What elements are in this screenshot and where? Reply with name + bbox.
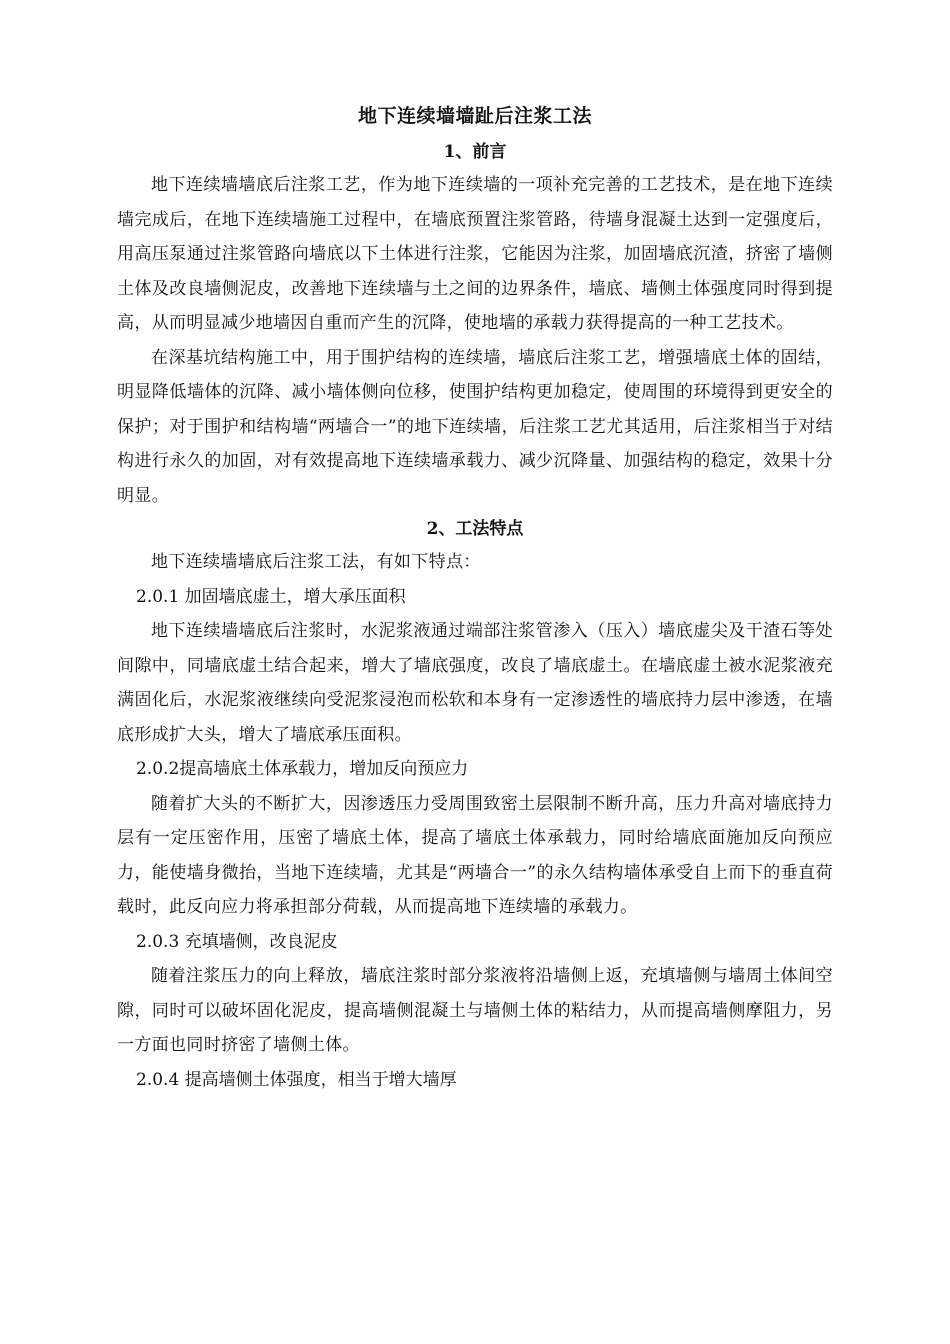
feature-heading-2-0-4: 2.0.4 提高墙侧土体强度，相当于增大墙厚 bbox=[136, 1069, 457, 1090]
feature-heading-2-0-1: 2.0.1 加固墙底虚土，增大承压面积 bbox=[136, 586, 406, 607]
preface-paragraph-1: 地下连续墙墙底后注浆工艺，作为地下连续墙的一项补充完善的工艺技术，是在地下连续墙完成后，在地下连续墙施工过程中，在墙底预置注浆管路，待墙身混凝土达到一定强度后，用高压泵通过注浆管路向墙底以下土体进行注浆，它能因为注浆，加固墙底沉渣，挤密了墙侧土体及改良墙侧泥皮，改善地下连续墙与土之间的边界条件，墙底、墙侧土体强度同时得到提高，从而明显减少地墙因自重而产生的沉降，使地墙的承载力获得提高的一种工艺技术。 bbox=[117, 175, 833, 333]
feature-heading-2-0-2: 2.0.2提高墙底土体承载力，增加反向预应力 bbox=[136, 759, 469, 779]
document-title: 地下连续墙墙趾后注浆工法 bbox=[357, 105, 592, 127]
document-body bbox=[117, 96, 833, 1097]
feature-text-2-0-1: 地下连续墙墙底后注浆时，水泥浆液通过端部注浆管渗入（压入）墙底虚尖及干渣石等处间隙中，同墙底虚土结合起来，增大了墙底强度，改良了墙底虚土。在墙底虚土被水泥浆液充满固化后，水泥浆液继续向受泥浆浸泡而松软和本身有一定渗透性的墙底持力层中渗透，在墙底形成扩大头，增大了墙底承压面积。 bbox=[117, 621, 833, 745]
section-heading-features: 2、工法特点 bbox=[426, 519, 524, 539]
feature-heading-2-0-3: 2.0.3 充填墙侧，改良泥皮 bbox=[136, 931, 338, 952]
feature-text-2-0-3: 随着注浆压力的向上释放，墙底注浆时部分浆液将沿墙侧上返，充填墙侧与墙周土体间空隙，同时可以破坏固化泥皮，提高墙侧混凝土与墙侧土体的粘结力，从而提高墙侧摩阻力，另一方面也同时挤密了墙侧土体。 bbox=[117, 966, 833, 1055]
section-heading-preface: 1、前言 bbox=[443, 142, 507, 162]
preface-paragraph-2: 在深基坑结构施工中，用于围护结构的连续墙，墙底后注浆工艺，增强墙底土体的固结，明显降低墙体的沉降、减小墙体侧向位移，使围护结构更加稳定，使周围的环境得到更安全的保护；对于围护和结构墙“两墙合一”的地下连续墙，后注浆工艺尤其适用，后注浆相当于对结构进行永久的加固，对有效提高地下连续墙承载力、减少沉降量、加强结构的稳定，效果十分明显。 bbox=[117, 347, 833, 506]
features-intro: 地下连续墙墙底后注浆工法，有如下特点： bbox=[151, 552, 481, 572]
feature-text-2-0-2: 随着扩大头的不断扩大，因渗透压力受周围致密土层限制不断升高，压力升高对墙底持力层有一定压密作用，压密了墙底土体，提高了墙底土体承载力，同时给墙底面施加反向预应力，能使墙身微抬，当地下连续墙，尤其是“两墙合一”的永久结构墙体承受自上而下的垂直荷载时，此反向应力将承担部分荷载，从而提高地下连续墙的承载力。 bbox=[117, 793, 833, 917]
